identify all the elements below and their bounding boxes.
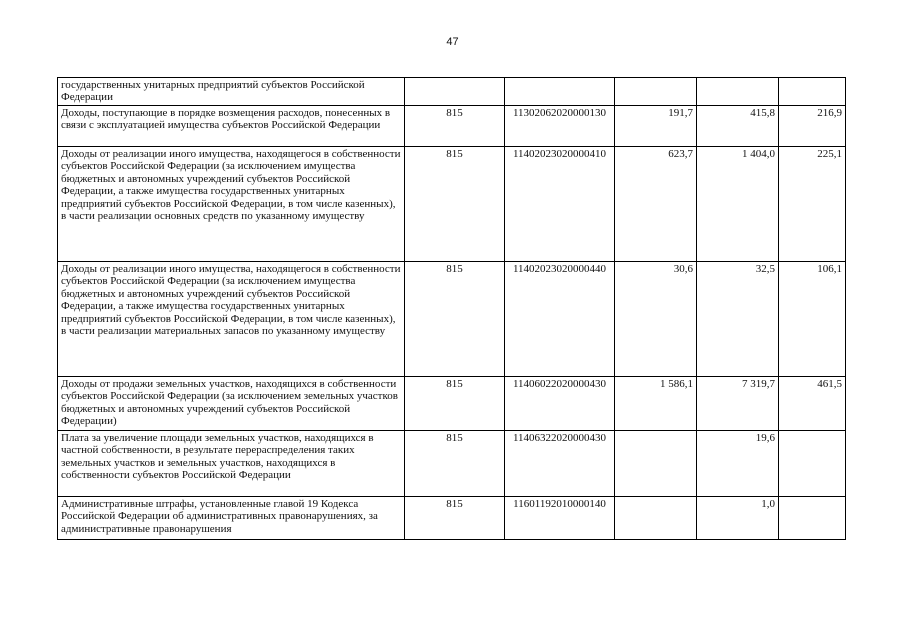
value-3-cell: 225,1: [779, 147, 846, 262]
page-number: 47: [446, 36, 459, 48]
admin-code-cell: [405, 78, 505, 106]
admin-code-cell: 815: [405, 377, 505, 431]
value-2-cell: [697, 78, 779, 106]
revenue-name-cell: Доходы от реализации иного имущества, находящегося в собственности субъектов Российской Федерации (за исключением имущества бюджетных и автономных учреждений субъектов Российской Федерации, а также имущества государственных унитарных предприятий субъектов Российской Федерации, в том числе казенных), в части реализации основных средств по указанному имуществу: [58, 147, 405, 262]
revenue-name-cell: государственных унитарных предприятий субъектов Российской Федерации: [58, 78, 405, 106]
value-1-cell: [615, 78, 697, 106]
value-3-cell: [779, 78, 846, 106]
value-2-cell: 1,0: [697, 497, 779, 540]
admin-code-cell: 815: [405, 497, 505, 540]
budget-code-cell: 11402023020000440: [505, 262, 615, 377]
revenue-name-cell: Плата за увеличение площади земельных участков, находящихся в частной собственности, в результате перераспределения таких земельных участков и земельных участков, находящихся в собственности субъектов Российской Федерации: [58, 431, 405, 497]
value-2-cell: 19,6: [697, 431, 779, 497]
value-3-cell: 461,5: [779, 377, 846, 431]
value-1-cell: 30,6: [615, 262, 697, 377]
value-2-cell: 1 404,0: [697, 147, 779, 262]
value-2-cell: 7 319,7: [697, 377, 779, 431]
value-2-cell: 32,5: [697, 262, 779, 377]
table-row: [58, 78, 846, 106]
table-row: [58, 106, 846, 147]
value-1-cell: 623,7: [615, 147, 697, 262]
budget-code-cell: 11402023020000410: [505, 147, 615, 262]
revenue-name-cell: Административные штрафы, установленные главой 19 Кодекса Российской Федерации об административных правонарушениях, за административные правонарушения: [58, 497, 405, 540]
budget-code-cell: [505, 78, 615, 106]
budget-code-cell: 11406322020000430: [505, 431, 615, 497]
value-1-cell: [615, 431, 697, 497]
value-3-cell: 106,1: [779, 262, 846, 377]
value-1-cell: 1 586,1: [615, 377, 697, 431]
budget-code-cell: 11302062020000130: [505, 106, 615, 147]
value-1-cell: 191,7: [615, 106, 697, 147]
revenue-table: [57, 77, 846, 540]
table-row: [58, 497, 846, 540]
value-1-cell: [615, 497, 697, 540]
table-row: [58, 377, 846, 431]
revenue-name-cell: Доходы, поступающие в порядке возмещения расходов, понесенных в связи с эксплуатацией имущества субъектов Российской Федерации: [58, 106, 405, 147]
admin-code-cell: 815: [405, 431, 505, 497]
admin-code-cell: 815: [405, 147, 505, 262]
revenue-name-cell: Доходы от продажи земельных участков, находящихся в собственности субъектов Российской Федерации (за исключением земельных участков бюджетных и автономных учреждений субъектов Российской Федерации): [58, 377, 405, 431]
admin-code-cell: 815: [405, 262, 505, 377]
budget-code-cell: 11406022020000430: [505, 377, 615, 431]
value-3-cell: 216,9: [779, 106, 846, 147]
value-3-cell: [779, 431, 846, 497]
table-row: [58, 431, 846, 497]
value-2-cell: 415,8: [697, 106, 779, 147]
table-row: [58, 147, 846, 262]
value-3-cell: [779, 497, 846, 540]
table-row: [58, 262, 846, 377]
admin-code-cell: 815: [405, 106, 505, 147]
budget-code-cell: 11601192010000140: [505, 497, 615, 540]
revenue-name-cell: Доходы от реализации иного имущества, находящегося в собственности субъектов Российской Федерации (за исключением имущества бюджетных и автономных учреждений субъектов Российской Федерации, а также имущества государственных унитарных предприятий субъектов Российской Федерации, в том числе казенных), в части реализации материальных запасов по указанному имуществу: [58, 262, 405, 377]
